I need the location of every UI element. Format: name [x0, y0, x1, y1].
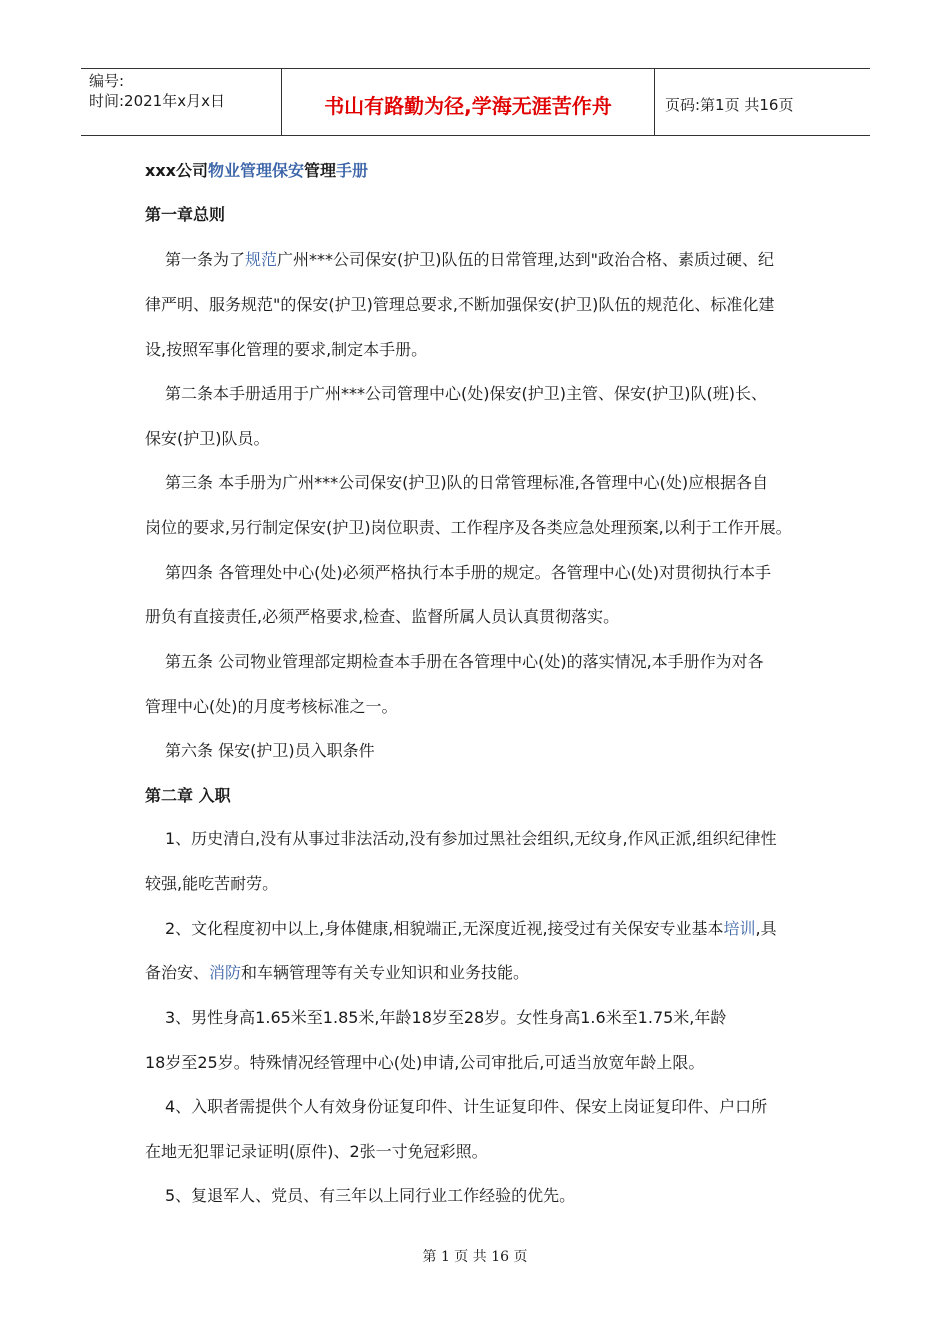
number-label: 编号: — [89, 72, 125, 90]
list-item: 3、男性身高1.65米至1.85米,年龄18岁至28岁。女性身高1.6米至1.75米,年龄 — [165, 1008, 727, 1027]
paragraph-line: 第二条本手册适用于广州***公司管理中心(处)保安(护卫)主管、保安(护卫)队(班)长、 — [165, 384, 767, 403]
term-link[interactable]: 消防 — [209, 963, 242, 982]
paragraph-line: 设,按照军事化管理的要求,制定本手册。 — [145, 340, 428, 359]
header-motto: 书山有路勤为径,学海无涯苦作舟 — [281, 69, 655, 135]
header-meta — [81, 69, 281, 135]
term-link[interactable]: 规范 — [245, 250, 278, 269]
paragraph-line: 第一条为了规范广州***公司保安(护卫)队伍的日常管理,达到"政治合格、素质过硬、纪 — [165, 250, 774, 269]
title-link[interactable]: 物业管理保安 — [207, 161, 304, 180]
list-item: 4、入职者需提供个人有效身份证复印件、计生证复印件、保安上岗证复印件、户口所 — [165, 1097, 768, 1116]
paragraph-line: 第六条 保安(护卫)员入职条件 — [165, 741, 375, 760]
time-label: 时间:2021年x月x日 — [89, 92, 225, 110]
list-item: 在地无犯罪记录证明(原件)、2张一寸免冠彩照。 — [145, 1142, 488, 1161]
paragraph-line: 岗位的要求,另行制定保安(护卫)岗位职责、工作程序及各类应急处理预案,以利于工作开展。 — [145, 518, 792, 537]
term-link[interactable]: 培训 — [723, 919, 756, 938]
list-item: 5、复退军人、党员、有三年以上同行业工作经验的优先。 — [165, 1186, 576, 1205]
paragraph-line: 册负有直接责任,必须严格要求,检查、监督所属人员认真贯彻落实。 — [145, 607, 620, 626]
paragraph-line: 保安(护卫)队员。 — [145, 429, 270, 448]
list-item: 18岁至25岁。特殊情况经管理中心(处)申请,公司审批后,可适当放宽年龄上限。 — [145, 1053, 705, 1072]
page-footer: 第 1 页 共 16 页 — [422, 1249, 528, 1265]
paragraph-line: 管理中心(处)的月度考核标准之一。 — [145, 697, 398, 716]
paragraph-line: 第五条 公司物业管理部定期检查本手册在各管理中心(处)的落实情况,本手册作为对各 — [165, 652, 764, 671]
paragraph-line: 第三条 本手册为广州***公司保安(护卫)队的日常管理标准,各管理中心(处)应根据各自 — [165, 473, 769, 492]
paragraph-line: 律严明、服务规范"的保安(护卫)管理总要求,不断加强保安(护卫)队伍的规范化、标准化建 — [145, 295, 775, 314]
chapter-heading: 第一章总则 — [145, 205, 226, 224]
chapter-heading: 第二章 入职 — [145, 786, 231, 805]
paragraph-line: 第四条 各管理处中心(处)必须严格执行本手册的规定。各管理中心(处)对贯彻执行本手 — [165, 563, 772, 582]
list-item: 1、历史清白,没有从事过非法活动,没有参加过黑社会组织,无纹身,作风正派,组织纪律性 — [165, 829, 777, 848]
list-item: 较强,能吃苦耐劳。 — [145, 874, 279, 893]
page-header — [81, 68, 870, 136]
list-item: 2、文化程度初中以上,身体健康,相貌端正,无深度近视,接受过有关保安专业基本培训,具 — [165, 919, 777, 938]
list-item: 备治安、消防和车辆管理等有关专业知识和业务技能。 — [145, 963, 530, 982]
title-link[interactable]: 手册 — [336, 161, 369, 180]
doc-title: xxx公司物业管理保安管理手册 — [145, 161, 369, 180]
header-page-info: 页码:第1页 共16页 — [665, 95, 794, 114]
